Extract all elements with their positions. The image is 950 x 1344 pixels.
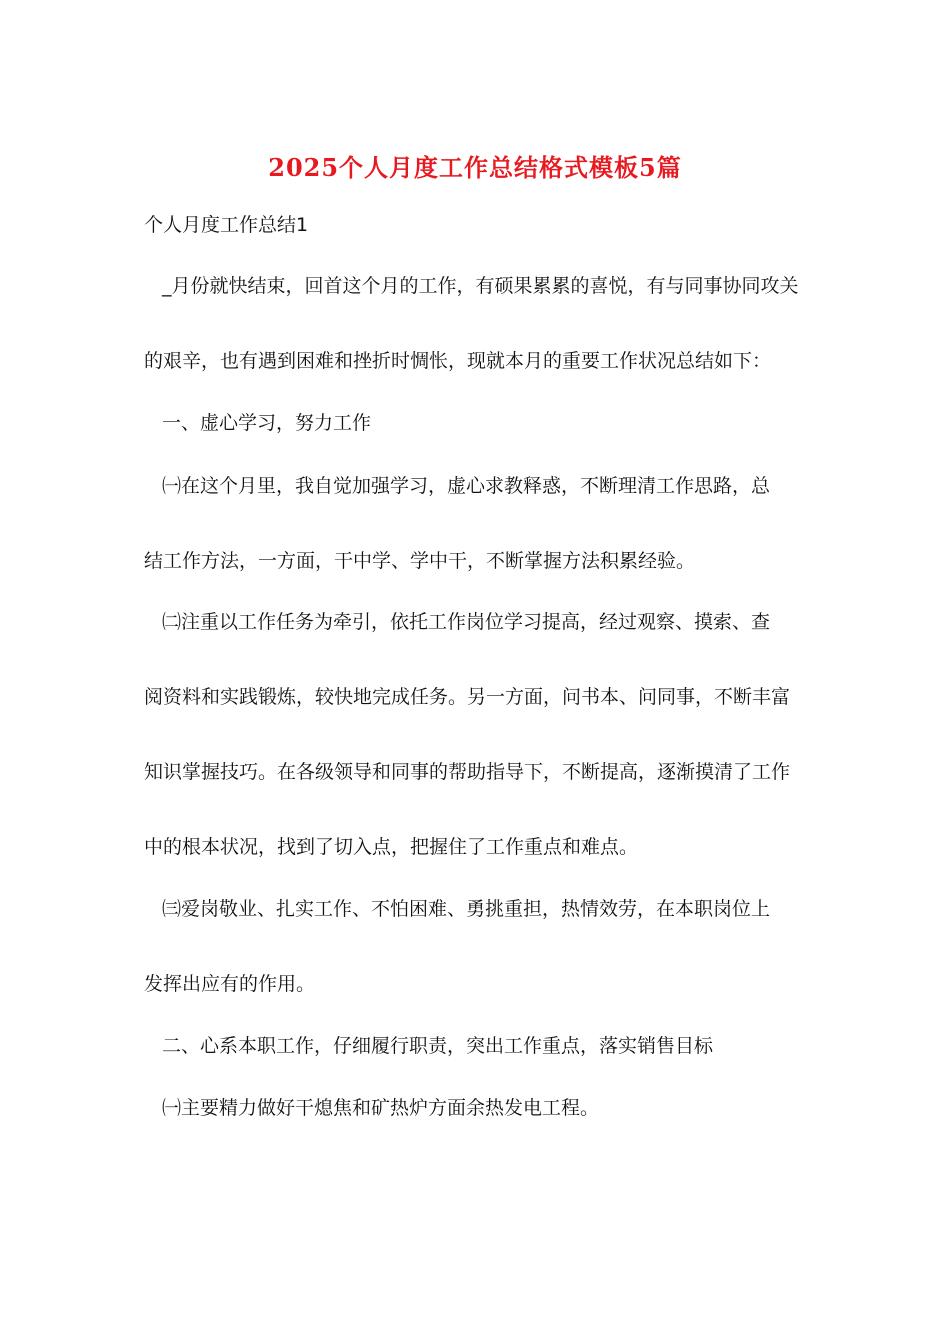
document-title: 2025个人月度工作总结格式模板5篇 (268, 153, 682, 182)
paragraph-line: ㈢爱岗敬业、扎实工作、不怕困难、勇挑重担，热情效劳，在本职岗位上 (162, 898, 771, 920)
paragraph-line: 二、心系本职工作，仔细履行职责，突出工作重点，落实销售目标 (162, 1035, 714, 1057)
section-heading: 个人月度工作总结1 (144, 214, 309, 236)
paragraph-line: _月份就快结束，回首这个月的工作，有硕果累累的喜悦，有与同事协同攻关 (162, 275, 799, 297)
paragraph-line: 发挥出应有的作用。 (144, 973, 316, 995)
paragraph-line: 的艰辛，也有遇到困难和挫折时惆怅，现就本月的重要工作状况总结如下： (144, 350, 772, 372)
paragraph-line: ㈠在这个月里，我自觉加强学习，虚心求教释惑，不断理清工作思路，总 (162, 475, 771, 497)
paragraph-line: ㈠主要精力做好干熄焦和矿热炉方面余热发电工程。 (162, 1097, 600, 1119)
paragraph-line: 结工作方法，一方面，干中学、学中干，不断掌握方法积累经验。 (144, 550, 696, 572)
paragraph-line: ㈡注重以工作任务为牵引，依托工作岗位学习提高，经过观察、摸索、查 (162, 611, 771, 633)
paragraph-line: 知识掌握技巧。在各级领导和同事的帮助指导下，不断提高，逐渐摸清了工作 (144, 761, 791, 783)
paragraph-line: 阅资料和实践锻炼，较快地完成任务。另一方面，问书本、问同事，不断丰富 (144, 686, 791, 708)
paragraph-line: 一、虚心学习，努力工作 (162, 412, 372, 434)
paragraph-line: 中的根本状况，找到了切入点，把握住了工作重点和难点。 (144, 836, 639, 858)
